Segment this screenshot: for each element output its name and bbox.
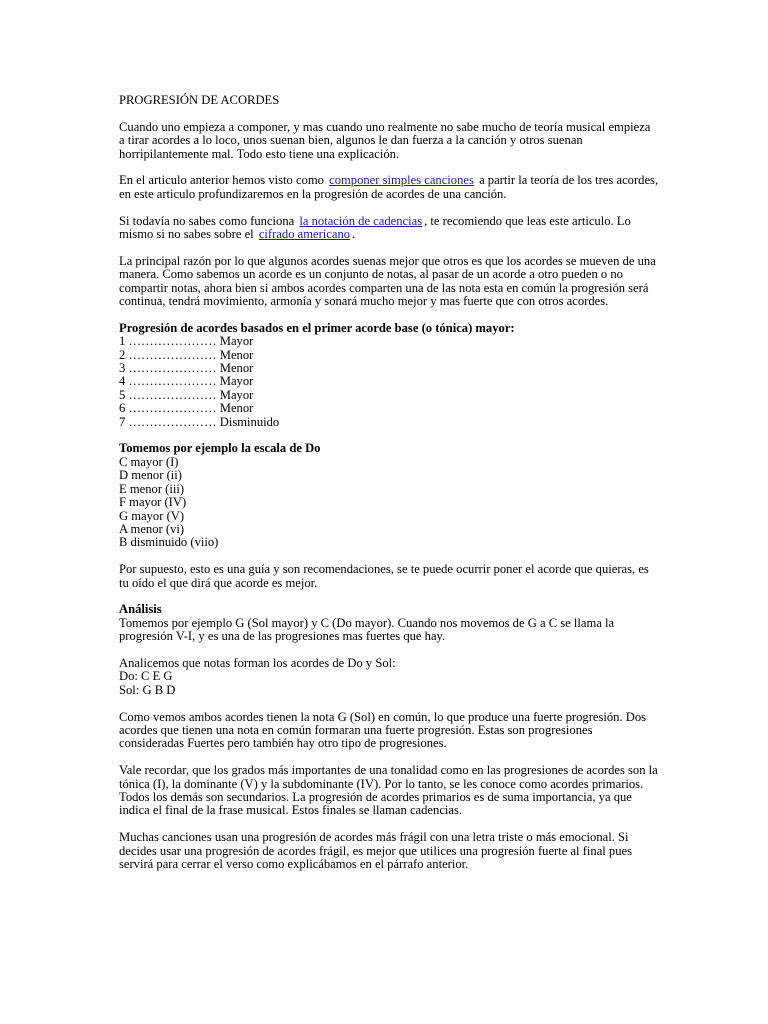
- example-heading: Tomemos por ejemplo la escala de Do: [119, 441, 321, 456]
- list-item: E menor (iii): [119, 481, 185, 496]
- list-item: C mayor (I): [119, 454, 179, 469]
- list-item: 6 ………………… Menor: [119, 401, 254, 416]
- list-item: 5 ………………… Mayor: [119, 387, 254, 402]
- progression-heading: Progresión de acordes basados en el primer acorde base (o tónica) mayor:: [119, 320, 515, 335]
- notacion-de-cadencias-link[interactable]: la notación de cadencias: [299, 213, 423, 228]
- primary-chords-paragraph: Vale recordar, que los grados más importantes de una tonalidad como en las progresiones de acordes son la tónica (I), la dominante (V) y la subdominante (IV). Por lo tanto, se les conoce como acordes primarios. Todos los demás son secundarios. La progresión de acordes primarios es de suma importancia, ya que indica el final de la frase musical. Estos finales se llaman cadencias.: [119, 763, 658, 818]
- list-item: D menor (ii): [119, 468, 182, 483]
- list-item: G mayor (V): [119, 508, 185, 523]
- list-item: B disminuido (viio): [119, 535, 219, 550]
- list-item: F mayor (IV): [119, 495, 187, 510]
- cifrado-americano-link[interactable]: cifrado americano: [258, 227, 351, 242]
- common-note-paragraph: Como vemos ambos acordes tienen la nota G (Sol) en común, lo que produce una fuerte progresión. Dos acordes que tienen una nota en común formaran una fuerte progresión. Estas son progresiones consideradas Fuertes pero también hay otro tipo de progresiones.: [119, 709, 647, 751]
- notes-do: Do: C E G: [119, 669, 173, 684]
- prerequisites-paragraph: [119, 215, 659, 242]
- prerequisites-text-middle: , te recomiendo que leas este articulo. Lo mismo si no sabes sobre el: [119, 213, 631, 242]
- fragile-progression-paragraph: Muchas canciones usan una progresión de acordes más frágil con una letra triste o más emocional. Si decides usar una progresión de acordes frágil, es mejor que utilices una progresión fuerte al final pues servirá para cerrar el verso como explicábamos en el párrafo anterior.: [119, 830, 633, 871]
- prerequisites-text-after: .: [352, 227, 356, 242]
- prerequisites-text-before: Si todavía no sabes como funciona: [119, 213, 295, 228]
- notes-intro: Analicemos que notas forman los acordes de Do y Sol:: [119, 655, 396, 670]
- list-item: 4 ………………… Mayor: [119, 374, 254, 389]
- list-item: 2 ………………… Menor: [119, 347, 254, 362]
- example-list: [119, 456, 659, 550]
- list-item: 7 ………………… Disminuido: [119, 414, 280, 429]
- guidance-paragraph: Por supuesto, esto es una guía y son recomendaciones, se te puede ocurrir poner el acorde que quieras, es tu oído el que dirá que acorde es mejor.: [119, 562, 649, 590]
- reference-paragraph: [119, 174, 659, 201]
- componer-simples-canciones-link[interactable]: componer simples canciones: [329, 173, 474, 188]
- list-item: 3 ………………… Menor: [119, 361, 254, 376]
- progression-list: [119, 335, 659, 429]
- list-item: 1 ………………… Mayor: [119, 334, 254, 349]
- reference-text-after: a partir la teoría de los tres acordes, en este articulo profundizaremos en la progresión de acordes de una canción.: [119, 173, 659, 201]
- analysis-paragraph: Tomemos por ejemplo G (Sol mayor) y C (Do mayor). Cuando nos movemos de G a C se llama la progresión V-I, y es una de las progresiones mas fuertes que hay.: [119, 615, 615, 644]
- analysis-heading: Análisis: [119, 602, 162, 617]
- document-content: [119, 94, 659, 871]
- notes-sol: Sol: G B D: [119, 682, 176, 697]
- reference-text-before: En el articulo anterior hemos visto como: [119, 173, 324, 188]
- list-item: A menor (vi): [119, 521, 185, 536]
- page-title: PROGRESIÓN DE ACORDES: [119, 93, 280, 107]
- intro-paragraph: Cuando uno empieza a componer, y mas cuando uno realmente no sabe mucho de teoría musical empieza a tirar acordes a lo loco, unos suenan bien, algunos le dan fuerza a la canción y otros suenan horripilantemente mal. Todo esto tiene una explicación.: [119, 119, 651, 161]
- explanation-paragraph: La principal razón por lo que algunos acordes suenas mejor que otros es que los acordes se mueven de una manera. Como sabemos un acorde es un conjunto de notas, al pasar de un acorde a otro pueden o no compartir notas, ahora bien si ambos acordes comparten una de las nota esta en común la progresión será continua, tendrá movimiento, armonía y sonará mucho mejor y mas fuerte que con otros acordes.: [119, 253, 656, 309]
